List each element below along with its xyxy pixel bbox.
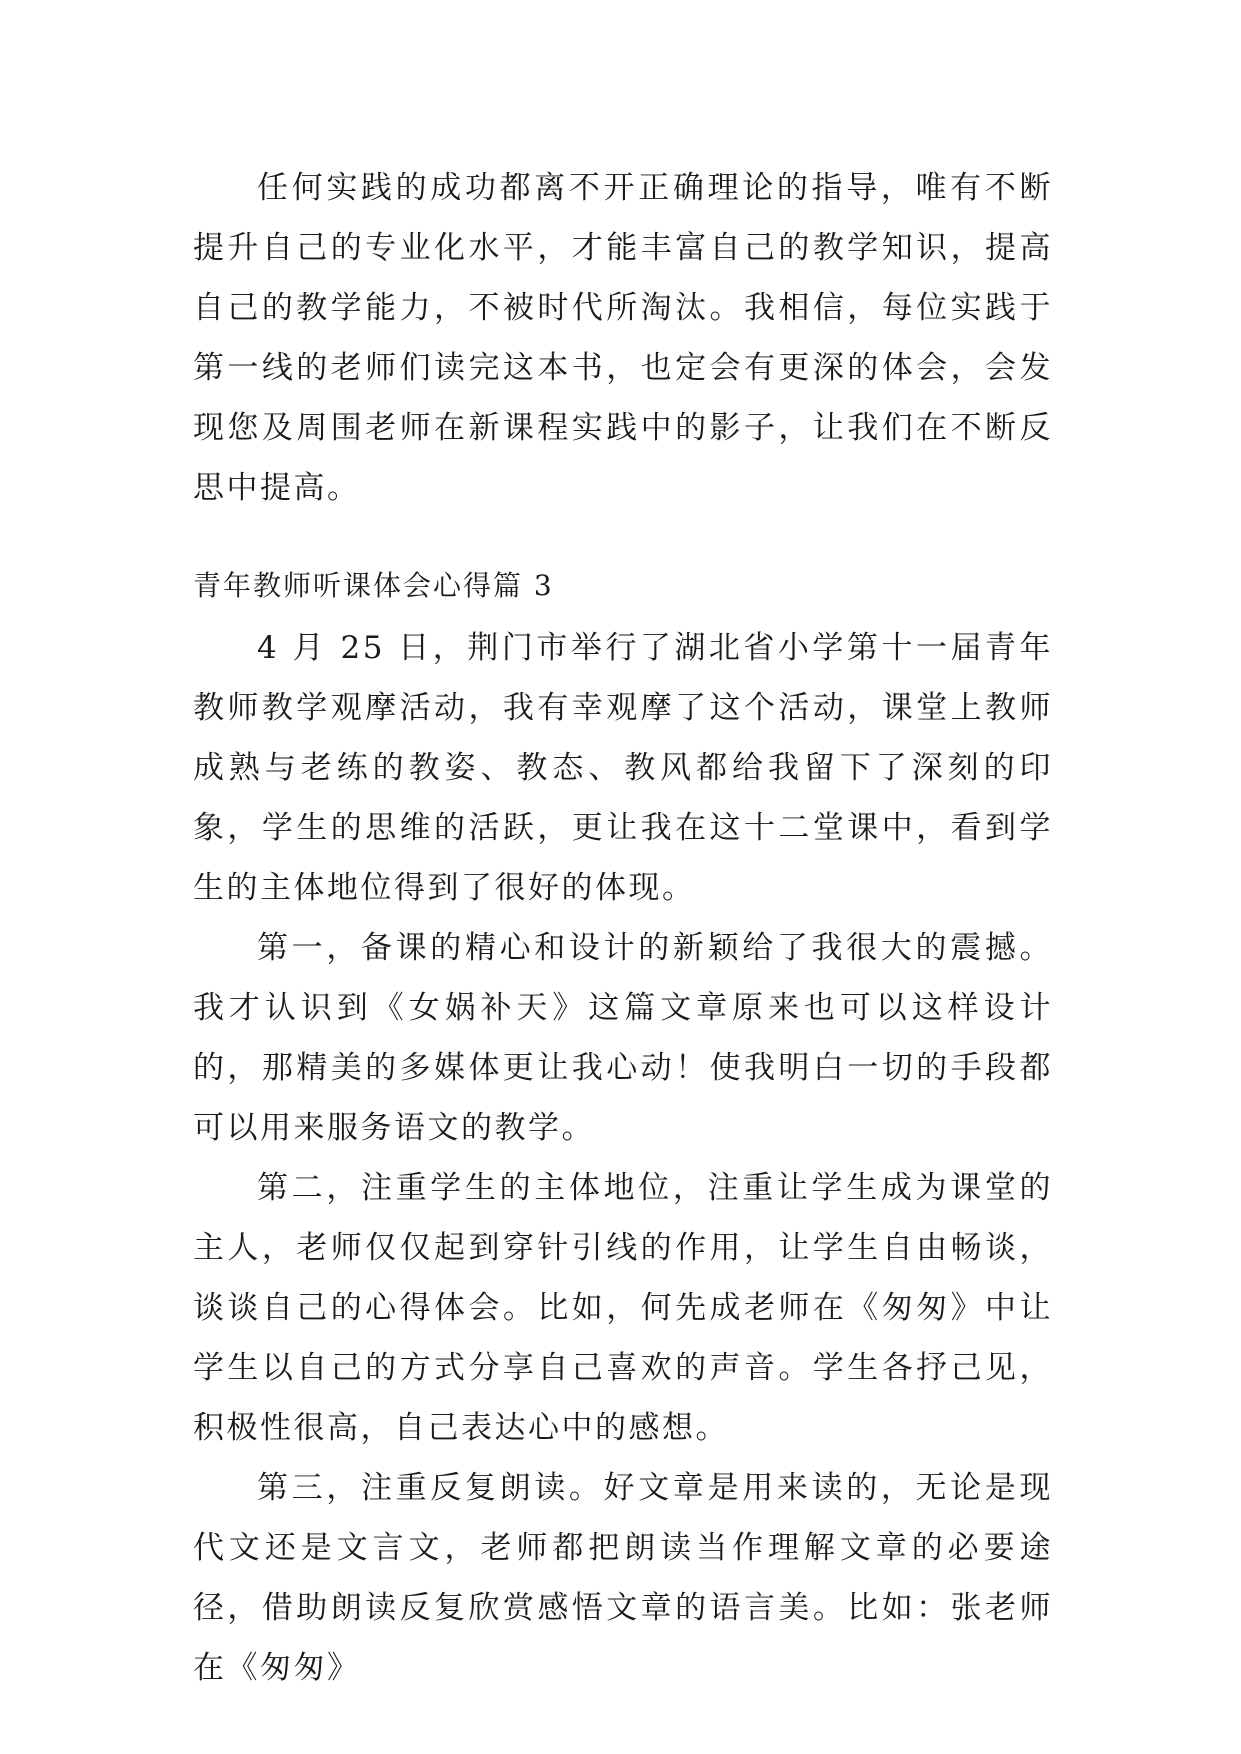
paragraph-third-point: 第三，注重反复朗读。好文章是用来读的，无论是现代文还是文言文，老师都把朗读当作理解文章的必要途径，借助朗读反复欣赏感悟文章的语言美。比如：张老师在《匆匆》 (193, 1470, 1053, 1686)
paragraph-second-point: 第二，注重学生的主体地位，注重让学生成为课堂的主人，老师仅仅起到穿针引线的作用，让学生自由畅谈，谈谈自己的心得体会。比如，何先成老师在《匆匆》中让学生以自己的方式分享自己喜欢的声音。学生各抒己见，积极性很高，自己表达心中的感想。 (193, 1170, 1053, 1446)
document-page (193, 158, 1053, 1698)
section-title: 青年教师听课体会心得篇 3 (193, 569, 554, 602)
intro-paragraph: 任何实践的成功都离不开正确理论的指导，唯有不断提升自己的专业化水平，才能丰富自己的教学知识，提高自己的教学能力，不被时代所淘汰。我相信，每位实践于第一线的老师们读完这本书，也定会有更深的体会，会发现您及周围老师在新课程实践中的影子，让我们在不断反思中提高。 (193, 170, 1053, 506)
paragraph-first-point: 第一，备课的精心和设计的新颖给了我很大的震撼。我才认识到《女娲补天》这篇文章原来也可以这样设计的，那精美的多媒体更让我心动！使我明白一切的手段都可以用来服务语文的教学。 (193, 930, 1053, 1146)
paragraph-event: 4 月 25 日，荆门市举行了湖北省小学第十一届青年教师教学观摩活动，我有幸观摩了这个活动，课堂上教师成熟与老练的教姿、教态、教风都给我留下了深刻的印象，学生的思维的活跃，更让我在这十二堂课中，看到学生的主体地位得到了很好的体现。 (193, 630, 1053, 906)
